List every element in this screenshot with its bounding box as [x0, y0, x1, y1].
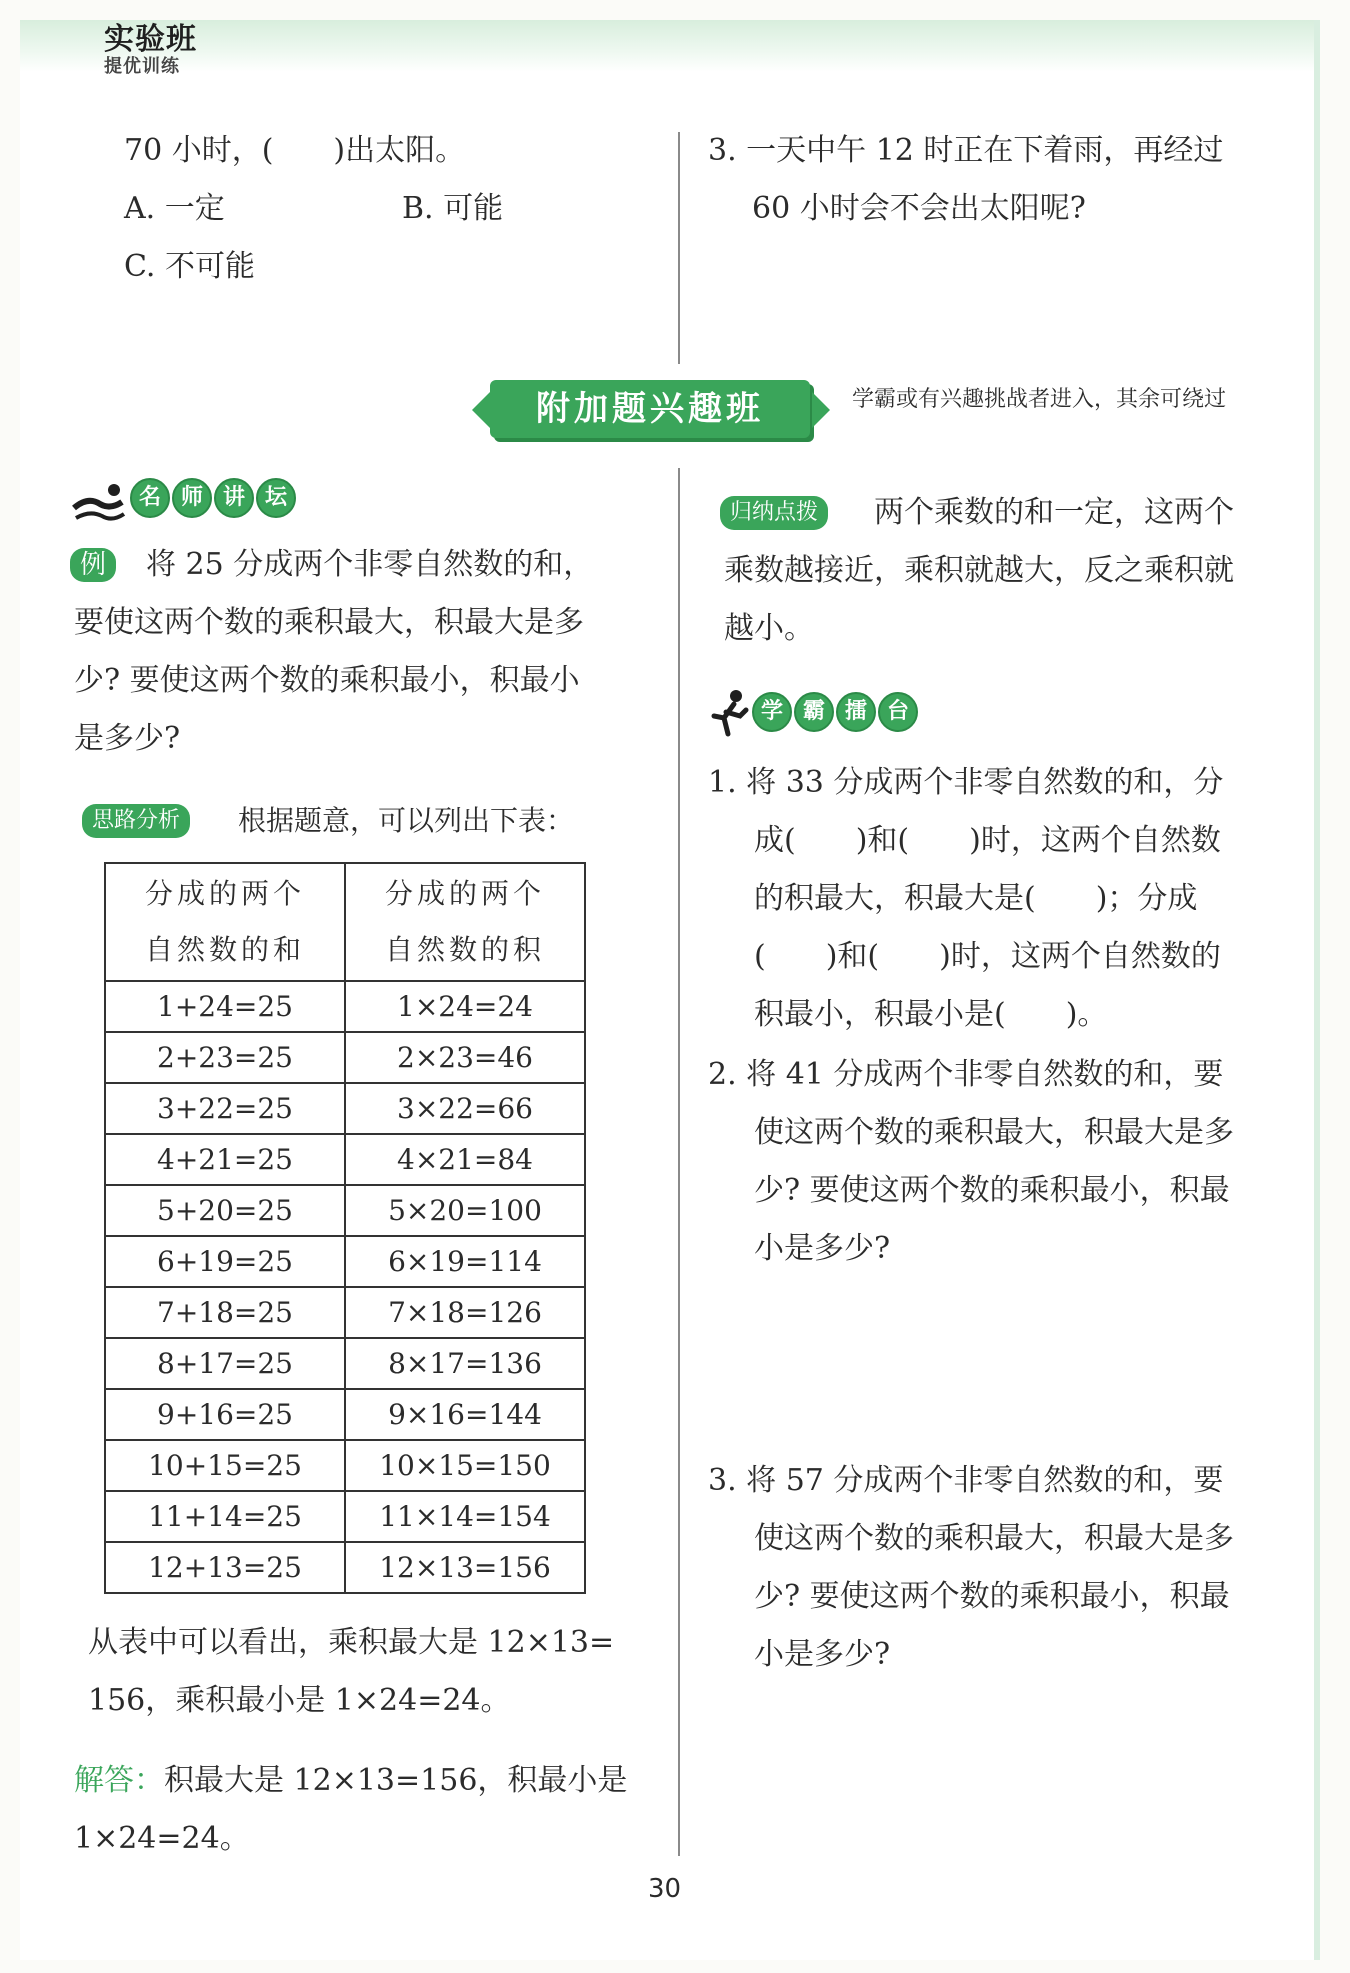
- question-2-line: 使这两个数的乘积最大，积最大是多: [754, 1115, 1234, 1150]
- question-3-line1: 3. 一天中午 12 时正在下着雨，再经过: [708, 133, 1224, 168]
- option-a: A. 一定: [124, 191, 225, 226]
- example-line: 是多少?: [74, 721, 181, 756]
- analysis-badge: 思路分析: [82, 804, 190, 838]
- table-row: 8+17=25 8×17=136: [105, 1338, 585, 1389]
- title-char: 坛: [256, 478, 296, 518]
- table-row: 7+18=25 7×18=126: [105, 1287, 585, 1338]
- summary-badge: 归纳点拨: [720, 496, 828, 530]
- question-1-line: ( )和( )时，这两个自然数的: [754, 939, 1221, 974]
- table-row: 12+13=25 12×13=156: [105, 1542, 585, 1593]
- answer-line: 积最大是 12×13=156，积最小是: [164, 1763, 628, 1798]
- banner-left-tail: [472, 392, 490, 428]
- runner-icon: [706, 688, 750, 738]
- table-row: 3+22=25 3×22=66: [105, 1083, 585, 1134]
- example-line: 将 25 分成两个非零自然数的和，: [146, 547, 594, 582]
- table-row: 6+19=25 6×19=114: [105, 1236, 585, 1287]
- conclusion-line: 从表中可以看出，乘积最大是 12×13=: [88, 1625, 615, 1660]
- table-row: 11+14=25 11×14=154: [105, 1491, 585, 1542]
- example-line: 要使这两个数的乘积最大，积最大是多: [74, 605, 584, 640]
- column-divider-top: [678, 132, 680, 364]
- question-3-line: 少? 要使这两个数的乘积最小，积最: [754, 1579, 1230, 1614]
- header-band: [20, 20, 1320, 72]
- title-char: 台: [878, 692, 918, 732]
- table-row: 9+16=25 9×16=144: [105, 1389, 585, 1440]
- option-b: B. 可能: [402, 191, 504, 226]
- series-logo-subtitle: 提优训练: [104, 56, 180, 77]
- title-char: 学: [752, 692, 792, 732]
- example-line: 少? 要使这两个数的乘积最小，积最小: [74, 663, 580, 698]
- summary-line: 乘数越接近，乘积就越大，反之乘积就: [724, 553, 1234, 588]
- title-char: 霸: [794, 692, 834, 732]
- conclusion-line: 156，乘积最小是 1×24=24。: [88, 1683, 511, 1718]
- analysis-text: 根据题意，可以列出下表：: [238, 804, 575, 837]
- question-1-line: 积最小，积最小是( )。: [754, 997, 1108, 1032]
- option-c: C. 不可能: [124, 249, 255, 284]
- series-logo: 实验班: [104, 22, 197, 57]
- question-3-line: 使这两个数的乘积最大，积最大是多: [754, 1521, 1234, 1556]
- title-char: 讲: [214, 478, 254, 518]
- table-row: 5+20=25 5×20=100: [105, 1185, 585, 1236]
- page-number: 30: [648, 1874, 682, 1904]
- banner-right-tail: [812, 392, 830, 428]
- page-edge-strip: [1314, 20, 1320, 1960]
- question-1-line: 的积最大，积最大是( )；分成: [754, 881, 1198, 916]
- title-char: 擂: [836, 692, 876, 732]
- table-row: 10+15=25 10×15=150: [105, 1440, 585, 1491]
- summary-line: 两个乘数的和一定，这两个: [874, 495, 1234, 530]
- table-header-row: [105, 863, 585, 981]
- question-2-line: 小是多少?: [754, 1231, 891, 1266]
- table-header-product: 分成的两个 自然数的积: [345, 863, 585, 981]
- question-3-line2: 60 小时会不会出太阳呢?: [752, 191, 1086, 226]
- swimmer-icon: [70, 478, 126, 522]
- question-1-line: 1. 将 33 分成两个非零自然数的和，分: [708, 765, 1224, 800]
- question-3-line: 3. 将 57 分成两个非零自然数的和，要: [708, 1463, 1224, 1498]
- table-row: 1+24=25 1×24=24: [105, 981, 585, 1032]
- section-title-mingshi: [130, 478, 296, 518]
- section-title-xueba: [752, 692, 918, 732]
- answer-line: 1×24=24。: [74, 1821, 250, 1856]
- example-badge: 例: [70, 548, 116, 582]
- question-3-line: 小是多少?: [754, 1637, 891, 1672]
- question-1-line: 成( )和( )时，这两个自然数: [754, 823, 1221, 858]
- table-row: 2+23=25 2×23=46: [105, 1032, 585, 1083]
- title-char: 名: [130, 478, 170, 518]
- bonus-section-banner: 附加题兴趣班: [490, 380, 810, 438]
- table-header-sum: 分成的两个 自然数的和: [105, 863, 345, 981]
- question-2-line: 2. 将 41 分成两个非零自然数的和，要: [708, 1057, 1224, 1092]
- banner-subtitle: 学霸或有兴趣挑战者进入，其余可绕过: [852, 387, 1227, 412]
- column-divider-main: [678, 468, 680, 1856]
- title-char: 师: [172, 478, 212, 518]
- sum-product-table: [104, 862, 586, 1594]
- question-continuation: 70 小时，( )出太阳。: [124, 133, 466, 168]
- summary-line: 越小。: [724, 611, 814, 646]
- question-2-line: 少? 要使这两个数的乘积最小，积最: [754, 1173, 1230, 1208]
- table-row: 4+21=25 4×21=84: [105, 1134, 585, 1185]
- answer-label: 解答：: [74, 1763, 164, 1798]
